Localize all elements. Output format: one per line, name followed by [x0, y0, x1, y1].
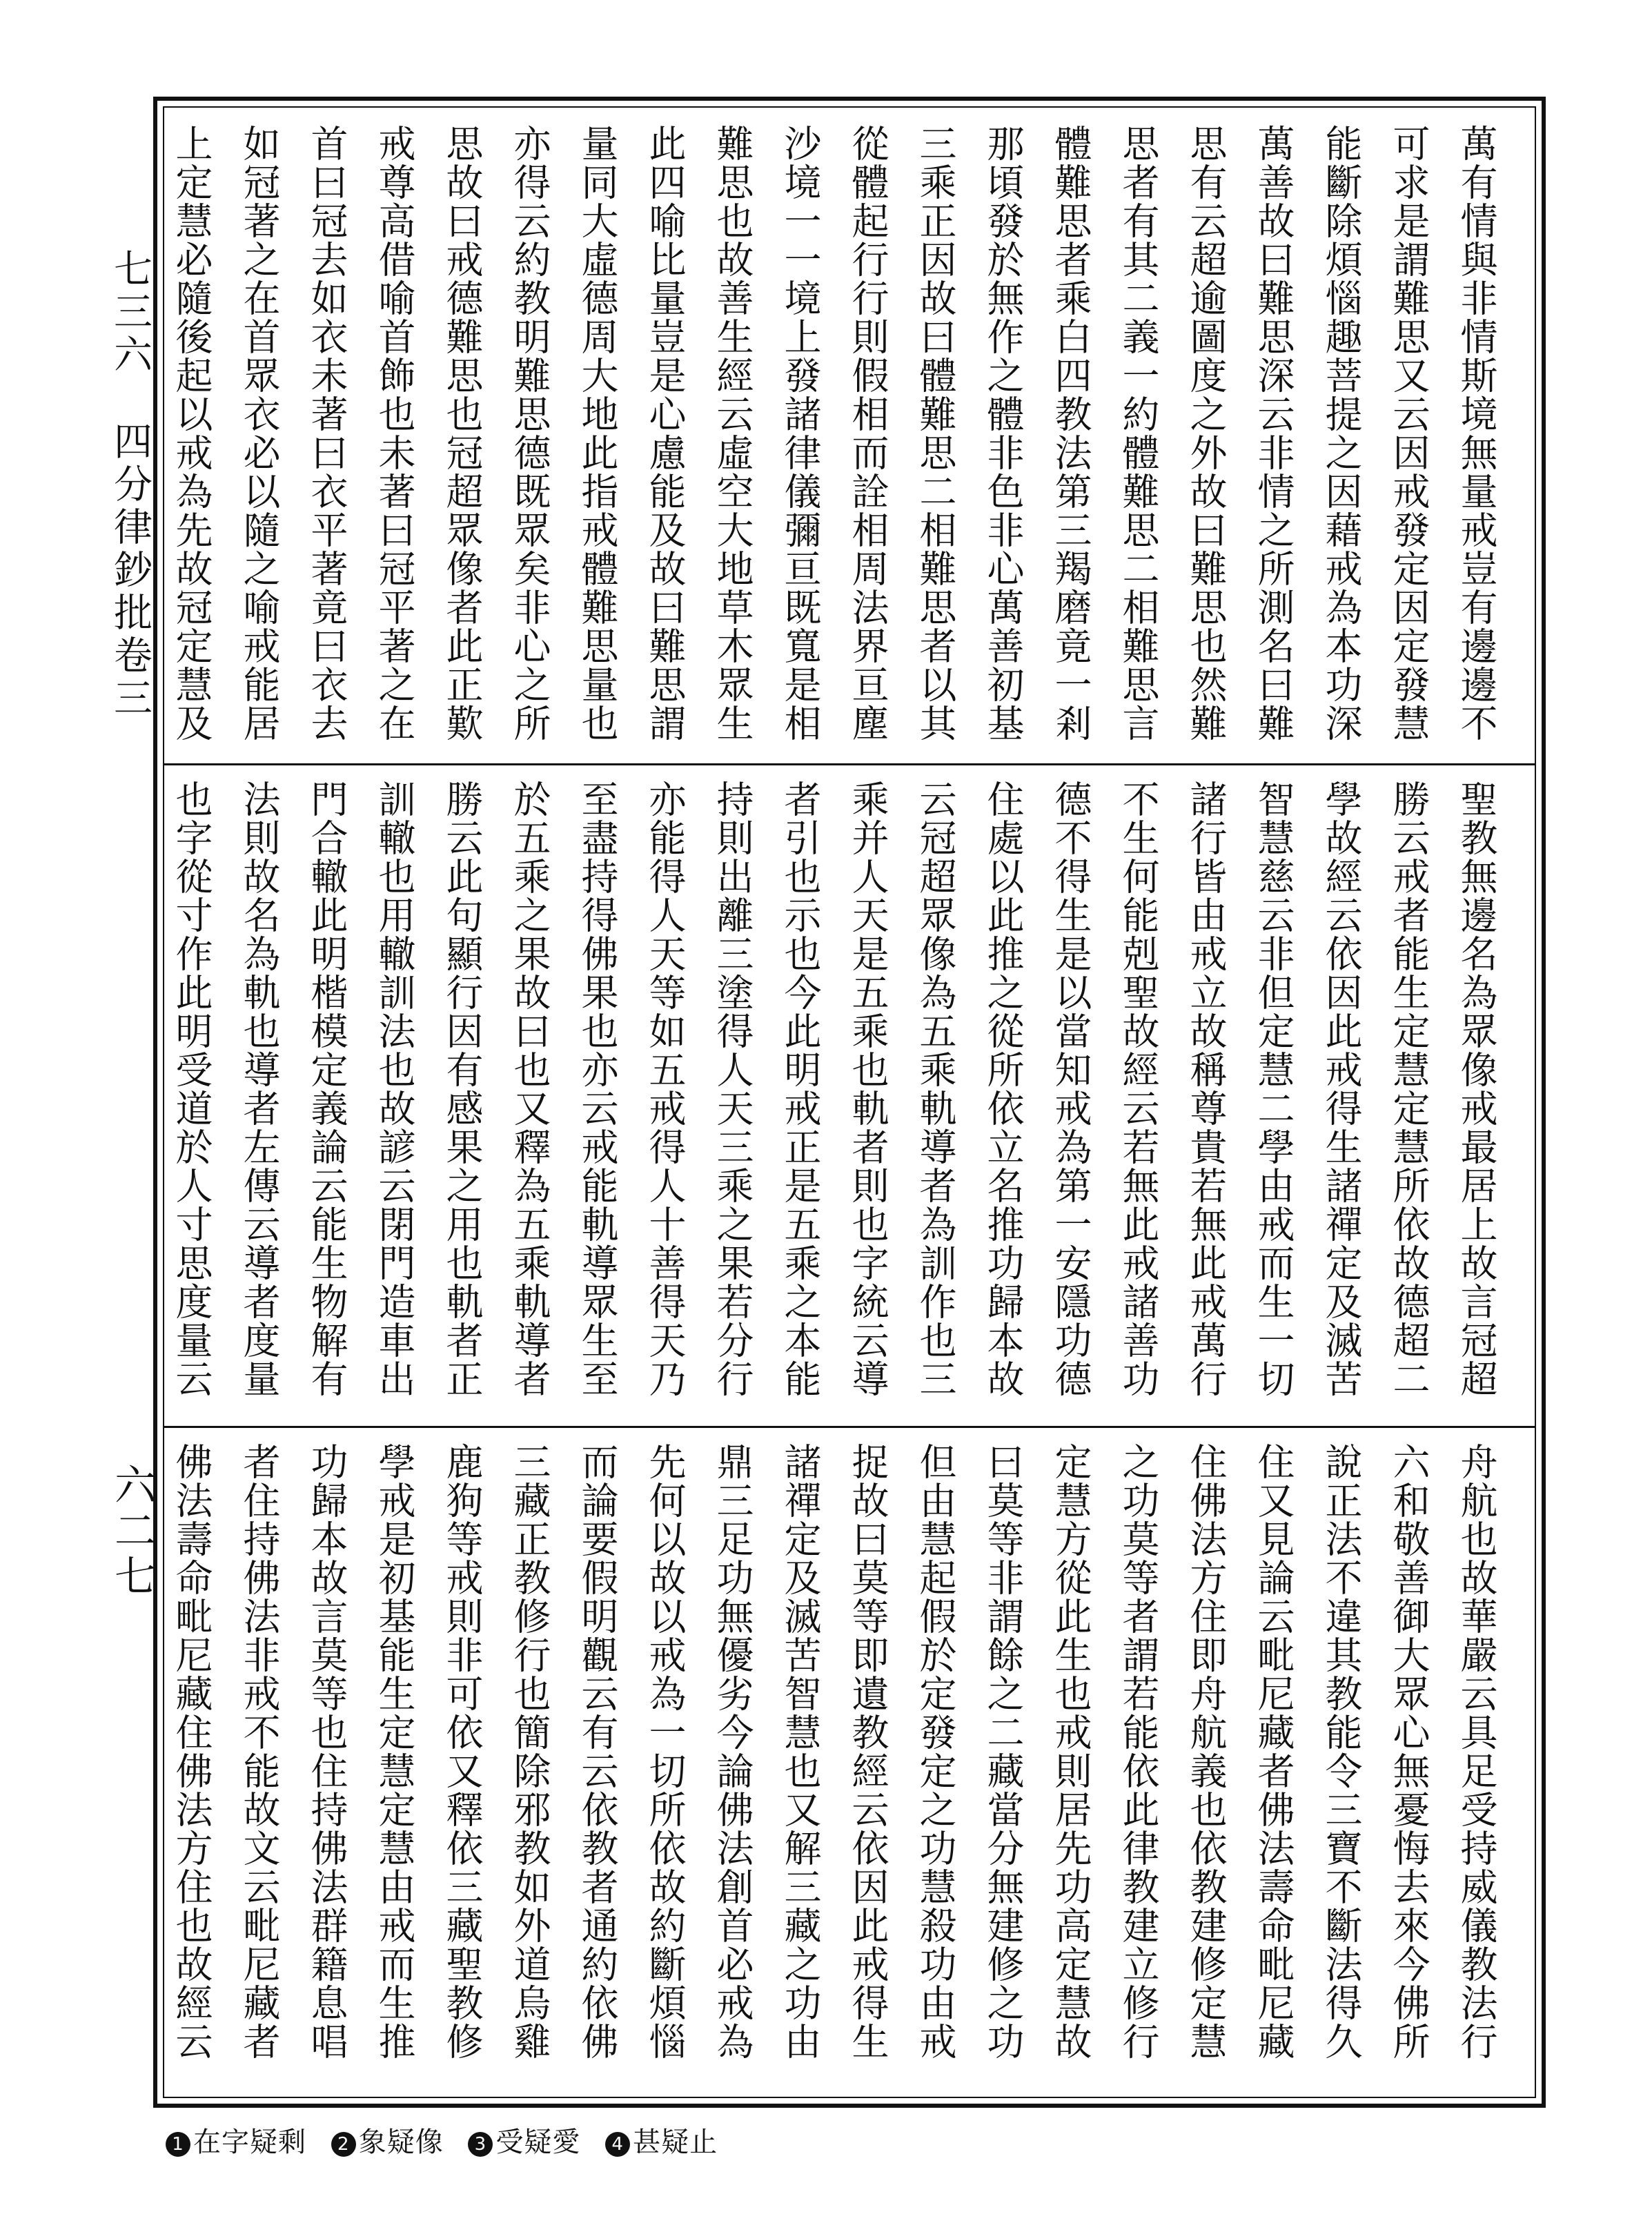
footnote-item — [605, 2120, 718, 2160]
footnote-item — [166, 2120, 306, 2160]
volume-number: 七三六 — [108, 248, 153, 377]
footnote-text: 受疑愛 — [495, 2126, 581, 2158]
book-title: 四分律鈔批卷三 — [108, 421, 153, 721]
footnote-item — [331, 2120, 444, 2160]
footnotes — [166, 2120, 733, 2160]
footnote-marker: 3 — [468, 2132, 493, 2157]
text-region-upper: 萬有情與非情斯境無量戒豈有邊邊不可求是謂難思又云因戒發定因定發慧能斷除煩惱趣菩提之因藉戒為本功深萬善故曰難思深云非情之所測名曰難思有云超逾圖度之外故曰難思也然難思者有其二義一約體難思二相難思言體難思者乘白四教法第三羯磨竟一剎那頃發於無作之體非色非心萬善初基三乘正因故曰體難思二相難思者以其從體起行行則假相而詮相周法界亘塵沙境一一境上發諸律儀彌亘既寬是相難思也故善生經云虛空大地草木眾生此四喻比量豈是心慮能及故曰難思謂量同大虛德周大地此指戒體難思量也亦得云約教明難思德既眾矣非心之所思故曰戒德難思也冠超眾像者此正歎戒尊高借喻首飾也未著曰冠平著之在首曰冠去如衣未著曰衣平著竟曰衣去如冠著之在首眾衣必以隨之喻戒能居上定慧必隨後起以戒為先故冠定慧及 — [170, 124, 1498, 743]
footnote-text: 甚疑止 — [633, 2126, 718, 2158]
text-region-lower: 舟航也故華嚴云具足受持威儀教法行六和敬善御大眾心無憂悔去來今佛所說正法不違其教能令三寶不斷法得久住又見論云毗尼藏者佛法壽命毗尼藏住佛法方住即舟航義也依教建修定慧之功莫等者謂若能依此律教建立修行定慧方從此生也戒則居先功高定慧故曰莫等非謂餘之二藏當分無建修之功但由慧起假於定發定之功慧殺功由戒捉故曰莫等即遺教經云依因此戒得生諸禪定及滅苦智慧也又解三藏之功由鼎三足功無優劣今論佛法創首必戒為先何以故以戒為一切所依故約斷煩惱而論要假明觀云有云依教者通約依佛三藏正教修行也簡除邪教如外道烏雞鹿狗等戒則非可依又釋依三藏聖教修學戒是初基能生定慧定慧由戒而生推功歸本故言莫等也住持佛法群籍息唱者住持佛法非戒不能故文云毗尼藏者佛法壽命毗尼藏住佛法方住也故經云 — [170, 1442, 1498, 2061]
text-frame — [153, 97, 1546, 2108]
page-number: 六二七 — [108, 1463, 156, 1600]
footnote-item — [468, 2120, 580, 2160]
footnote-marker: 1 — [166, 2132, 190, 2157]
footnote-marker: 4 — [605, 2132, 630, 2157]
text-region-middle: 聖教無邊名為眾像戒最居上故言冠超勝云戒者能生定慧定慧所依故德超二學故經云依因此戒得生諸禪定及滅苦智慧慈云非但定慧二學由戒而生一切諸行皆由戒立故稱尊貴若無此戒萬行不生何能剋聖故經云若無此戒諸善功德不得生是以當知戒為第一安隱功德住處以此推之從所依立名推功歸本故云冠超眾像為五乘軌導者為訓作也三乘并人天是五乘也軌者則也字統云導者引也示也今此明戒正是五乘之本能持則出離三塗得人天三乘之果若分行亦能得人天等如五戒得人十善得天乃至盡持得佛果也亦云戒能軌導眾生至於五乘之果故曰也又釋為五乘軌導者勝云此句顯行因有感果之用也軌者正訓轍也用轍訓法也故諺云閉門造車出門合轍此明楷模定義論云能生物解有法則故名為軌也導者左傳云導者度量也字從寸作此明受道於人寸思度量云 — [170, 780, 1498, 1398]
footnote-marker: 2 — [331, 2132, 356, 2157]
footnote-text: 象疑像 — [358, 2126, 444, 2158]
footnote-text: 在字疑剩 — [193, 2126, 306, 2158]
left-margin — [83, 248, 159, 1767]
text-frame-inner — [163, 106, 1536, 2098]
